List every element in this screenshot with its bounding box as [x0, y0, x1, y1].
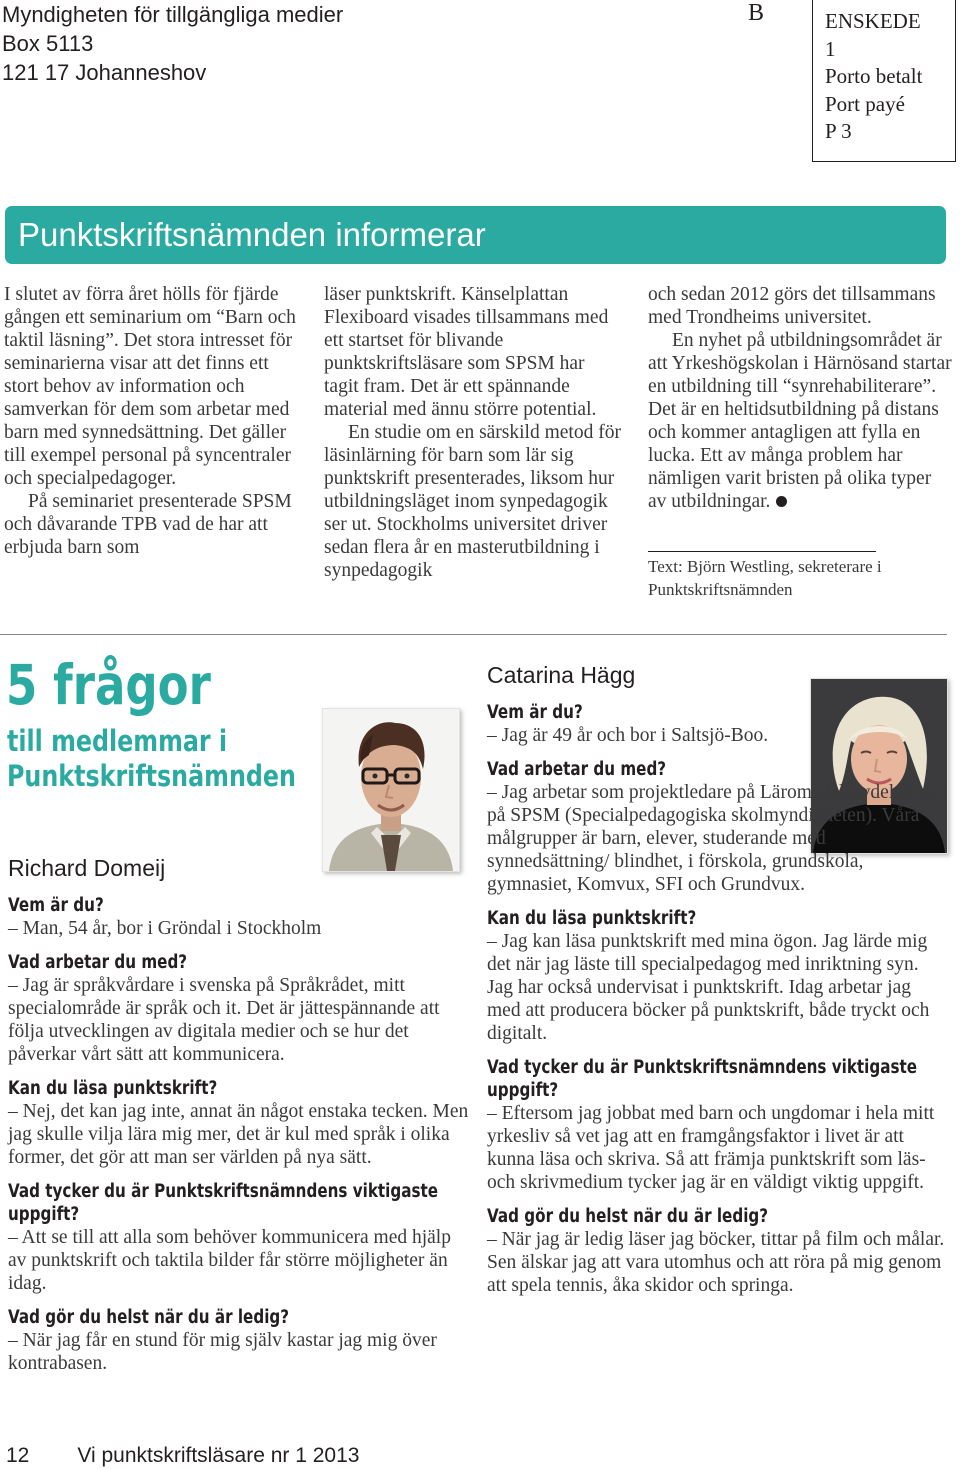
sender-line: Myndigheten för tillgängliga medier: [2, 2, 344, 27]
sender-address: [2, 0, 343, 87]
stamp-line: ENSKEDE: [825, 9, 921, 33]
article-column-2: [324, 283, 622, 582]
interview-richard-domeij: [8, 853, 470, 1375]
interviewee-name: Richard Domeij: [8, 855, 166, 881]
interview-answer: – Jag är 49 år och bor i Saltsjö-Boo.: [487, 725, 769, 746]
page-number: 12: [6, 1444, 30, 1467]
interview-answer: – När jag får en stund för mig själv kastar jag mig över kontrabasen.: [8, 1330, 437, 1374]
publication-name: Vi punktskriftsläsare nr 1 2013: [77, 1444, 360, 1467]
end-of-article-dot-icon: [776, 496, 787, 507]
article-paragraph: En studie om en särskild metod för läsinlärning för barn som lär sig punktskrift presenterades, liksom hur utbildningsläget inom synpedagogik ser ut. Stockholms universitet driver sedan flera år en masterutbildning i synpedagogik: [324, 422, 621, 581]
interview-answer: – Eftersom jag jobbat med barn och ungdomar i hela mitt yrkesliv så vet jag att en framgångsfaktor i livet är att kunna läsa och skriva. Så att främja punktskrift som läs- och skrivmedium tycker jag är en väldigt viktig uppgift.: [487, 1103, 935, 1193]
stamp-line: 1: [825, 36, 836, 61]
interview-answer: – När jag är ledig läser jag böcker, tittar på film och målar. Sen älskar jag att vara utomhus och att röra på mig genom att spela tennis, åka skidor och springa.: [487, 1229, 945, 1296]
article-paragraph: läser punktskrift. Känselplattan Flexiboard visades tillsammans med ett startset för blivande punktskriftsläsare som SPSM har tagit fram. Det är ett spännande material med ännu större potential.: [324, 284, 609, 420]
interview-catarina-hagg: [487, 660, 949, 1297]
signature-rule: [648, 551, 876, 552]
interview-answer: – Jag arbetar som projektledare på Läromedelsavdelningen på SPSM (Specialpedagogiska skolmyndigheten). Våra målgrupper är barn, elever, studerande med synnedsättning/ blindhet, i förskola, grundskola, gymnasiet, Komvux, SFI och Grundvux.: [487, 782, 948, 895]
stamp-line: Port payé: [825, 91, 905, 116]
feature-subtitle-line: Punktskriftsnämnden: [7, 759, 296, 793]
portrait-photo-richard-domeij: [322, 708, 460, 872]
interview-question: Vem är du?: [8, 895, 104, 916]
article-signature: Text: Björn Westling, sekreterare i Punktskriftsnämnden: [648, 557, 882, 599]
article-column-1: [4, 283, 296, 559]
feature-subtitle-line: till medlemmar i: [7, 724, 228, 758]
interview-question: Vad tycker du är Punktskriftsnämndens viktigaste uppgift?: [487, 1057, 918, 1101]
stamp-line: Porto betalt: [825, 64, 923, 88]
interviewee-name: Catarina Hägg: [487, 662, 636, 688]
interview-question: Vad gör du helst när du är ledig?: [8, 1307, 290, 1328]
interview-answer: – Att se till att alla som behöver kommunicera med hjälp av punktskrift och taktila bilder får större möjligheter än idag.: [8, 1227, 451, 1294]
interview-answer: – Man, 54 år, bor i Gröndal i Stockholm: [8, 918, 322, 939]
interview-answer: – Jag kan läsa punktskrift med mina ögon. Jag lärde mig det när jag läste till specialpedagog med inriktning syn. Jag har också undervisat i punktskrift. Idag arbetar jag med att producera böcker på punktskrift, både tryckt och digitalt.: [487, 931, 930, 1044]
feature-title: 5 frågor: [6, 653, 211, 717]
article-paragraph: På seminariet presenterade SPSM och dåvarande TPB vad de har att erbjuda barn som: [4, 491, 292, 558]
article-paragraph: och sedan 2012 görs det tillsammans med Trondheims universitet.: [648, 284, 936, 328]
interview-question: Vad arbetar du med?: [487, 759, 667, 780]
article-paragraph: I slutet av förra året hölls för fjärde gången ett seminarium om “Barn och taktil läsning”. Det stora intresset för seminarierna visar att det finns ett stort behov av information och samverkan för dem som arbetar med barn med synnedsättning. Det gäller till exempel personal på syncentraler och specialpedagoger.: [4, 284, 296, 489]
page-footer: [6, 1443, 359, 1469]
article-paragraph-text: En nyhet på utbildningsområdet är att Yrkeshögskolan i Härnösand startar en utbildning till “synrehabiliterare”. Det är en heltidsutbildning på distans och kommer antagligen att fylla en lucka. Ett av många problem har nämligen varit bristen på olika typer av utbildningar.: [648, 330, 952, 512]
portrait-man-image: [323, 709, 459, 871]
interview-question: Vad gör du helst när du är ledig?: [487, 1206, 769, 1227]
interview-question: Vad arbetar du med?: [8, 952, 188, 973]
postage-stamp-box: [812, 0, 956, 162]
interview-question: Kan du läsa punktskrift?: [487, 908, 697, 929]
interview-answer: – Jag är språkvårdare i svenska på Språkrådet, mitt specialområde är språk och it. Det är jättespännande att följa utvecklingen av digitala medier och se hur det påverkar vårt sätt att kommunicera.: [8, 975, 440, 1065]
interview-question: Kan du läsa punktskrift?: [8, 1078, 218, 1099]
stamp-line: P 3: [825, 119, 852, 143]
article-column-3: [648, 283, 952, 513]
sender-line: Box 5113: [2, 31, 94, 56]
section-divider: [0, 634, 947, 635]
interview-answer: – Nej, det kan jag inte, annat än något enstaka tecken. Men jag skulle vilja lära mig mer, det är kul med språk i olika former, det gör att man ser världen på nya sätt.: [8, 1101, 469, 1168]
postal-b-mark: B: [748, 0, 765, 26]
feature-subtitle: [7, 724, 296, 794]
interview-question: Vem är du?: [487, 702, 583, 723]
interview-question: Vad tycker du är Punktskriftsnämndens viktigaste uppgift?: [8, 1181, 439, 1225]
article-paragraph: [648, 329, 952, 513]
section-banner: Punktskriftsnämnden informerar: [5, 206, 946, 264]
sender-line: 121 17 Johanneshov: [2, 60, 207, 85]
